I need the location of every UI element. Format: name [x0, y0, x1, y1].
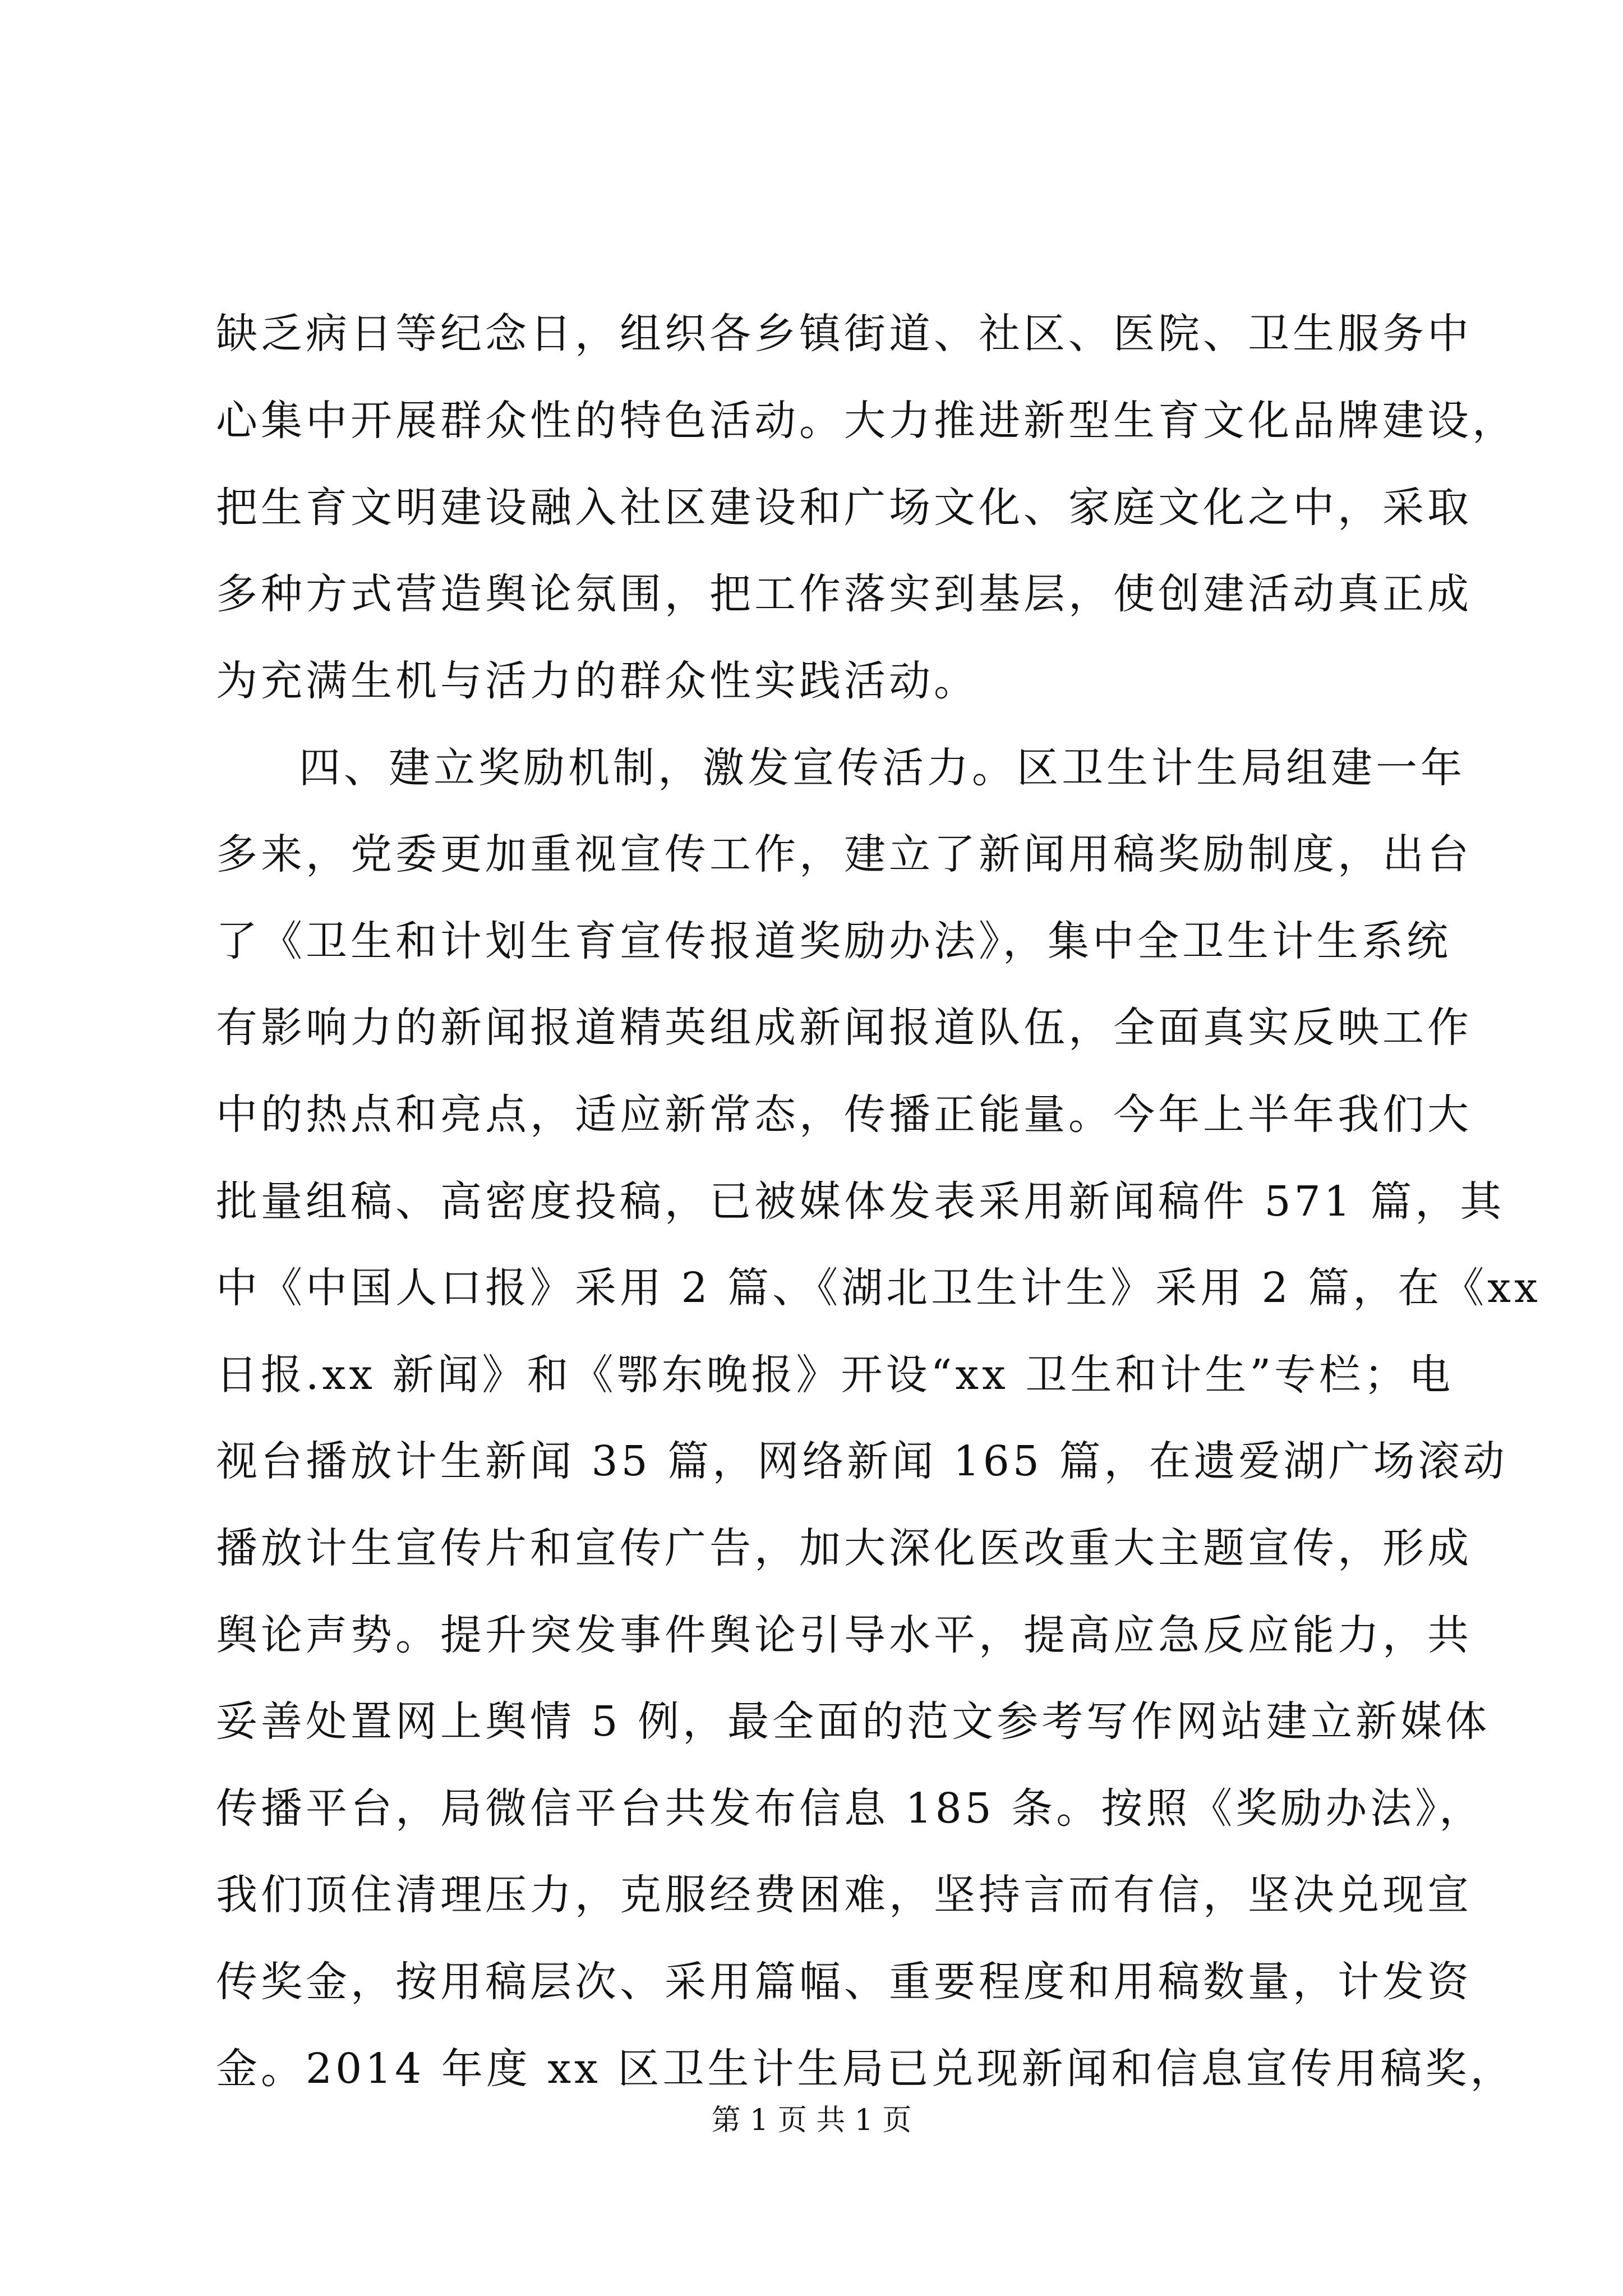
text-line: 中《中国人口报》采用 2 篇、《湖北卫生计生》采用 2 篇，在《xx: [216, 1264, 1541, 1312]
text-line: 我们顶住清理压力，克服经费困难，坚持言而有信，坚决兑现宣: [216, 1871, 1472, 1919]
text-line: 传播平台，局微信平台共发布信息 185 条。按照《奖励办法》，: [216, 1784, 1484, 1833]
text-line: 批量组稿、高密度投稿，已被媒体发表采用新闻稿件 571 篇，其: [216, 1177, 1505, 1226]
text-line: 传奖金，按用稿层次、采用篇幅、重要程度和用稿数量，计发资: [216, 1958, 1472, 2006]
text-line: 了《卫生和计划生育宣传报道奖励办法》，集中全卫生计生系统: [216, 917, 1451, 965]
text-line: 播放计生宣传片和宣传广告，加大深化医改重大主题宣传，形成: [216, 1524, 1472, 1572]
text-line: 妥善处置网上舆情 5 例，最全面的范文参考写作网站建立新媒体: [216, 1697, 1491, 1746]
text-line: 把生育文明建设融入社区建设和广场文化、家庭文化之中，采取: [216, 484, 1472, 532]
text-line: 有影响力的新闻报道精英组成新闻报道队伍，全面真实反映工作: [216, 1004, 1472, 1052]
text-line: 金。2014 年度 xx 区卫生计生局已兑现新闻和信息宣传用稿奖，: [216, 2045, 1515, 2093]
paragraph-heading-line: 四、建立奖励机制，激发宣传活力。区卫生计生局组建一年: [299, 744, 1465, 792]
text-line: 视台播放计生新闻 35 篇，网络新闻 165 篇，在遗爱湖广场滚动: [216, 1437, 1508, 1485]
text-line: 舆论声势。提升突发事件舆论引导水平，提高应急反应能力，共: [216, 1611, 1472, 1659]
text-line: 心集中开展群众性的特色活动。大力推进新型生育文化品牌建设，: [216, 397, 1517, 445]
text-line: 缺乏病日等纪念日，组织各乡镇街道、社区、医院、卫生服务中: [216, 310, 1472, 358]
text-line: 为充满生机与活力的群众性实践活动。: [216, 657, 979, 705]
text-line: 多种方式营造舆论氛围，把工作落实到基层，使创建活动真正成: [216, 570, 1472, 618]
text-line: 中的热点和亮点，适应新常态，传播正能量。今年上半年我们大: [216, 1091, 1472, 1139]
text-line: 多来，党委更加重视宣传工作，建立了新闻用稿奖励制度，出台: [216, 830, 1472, 878]
page-number-footer: 第 1 页 共 1 页: [711, 2104, 912, 2137]
text-line: 日报.xx 新闻》和《鄂东晚报》开设“xx 卫生和计生”专栏；电: [216, 1351, 1454, 1399]
